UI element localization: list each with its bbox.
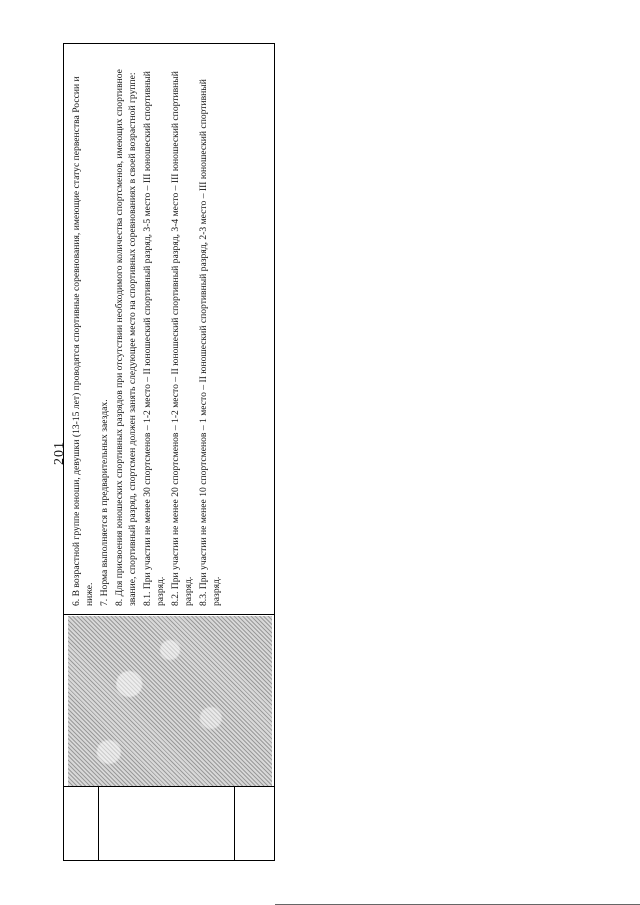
note-item-8-3: 8.3. При участии не менее 10 спортсменов – 1 место – II юношеский спортивный разряд, 2-3 место – III юношеский спортивный разряд. [198, 79, 222, 606]
note-item-8-2: 8.2. При участии не менее 20 спортсменов – 1-2 место – II юношеский спортивный разряд, 3-4 место – III юношеский спортивный разряд. [170, 71, 194, 606]
column-divider [234, 786, 235, 860]
shaded-cell [68, 616, 272, 786]
column-divider [98, 786, 99, 860]
note-item-6: 6. В возрастной группе юноши, девушки (13-15 лет) проводятся спортивные соревнования, имеющие статус первенства России и ниже. [71, 76, 95, 606]
note-item-8: 8. Для присвоения юношеских спортивных разрядов при отсутствии необходимого количества спортсменов, имеющих спортивное звание, спортивный разряд, спортсмен должен занять следующее место на спортивных соревнованиях в своей возрастной группе: [114, 69, 138, 606]
note-item-7: 7. Норма выполняется в предварительных заездах. [99, 399, 110, 606]
regulation-table [63, 43, 275, 861]
page-number: 201 [52, 441, 67, 465]
notes-cell [68, 44, 272, 612]
cell-divider [64, 614, 274, 615]
cell-divider [64, 786, 274, 787]
notes-text [68, 50, 272, 610]
note-item-8-1: 8.1. При участии не менее 30 спортсменов – 1-2 место – II юношеский спортивный разряд, 3-5 место – III юношеский спортивный разряд. [142, 71, 166, 606]
